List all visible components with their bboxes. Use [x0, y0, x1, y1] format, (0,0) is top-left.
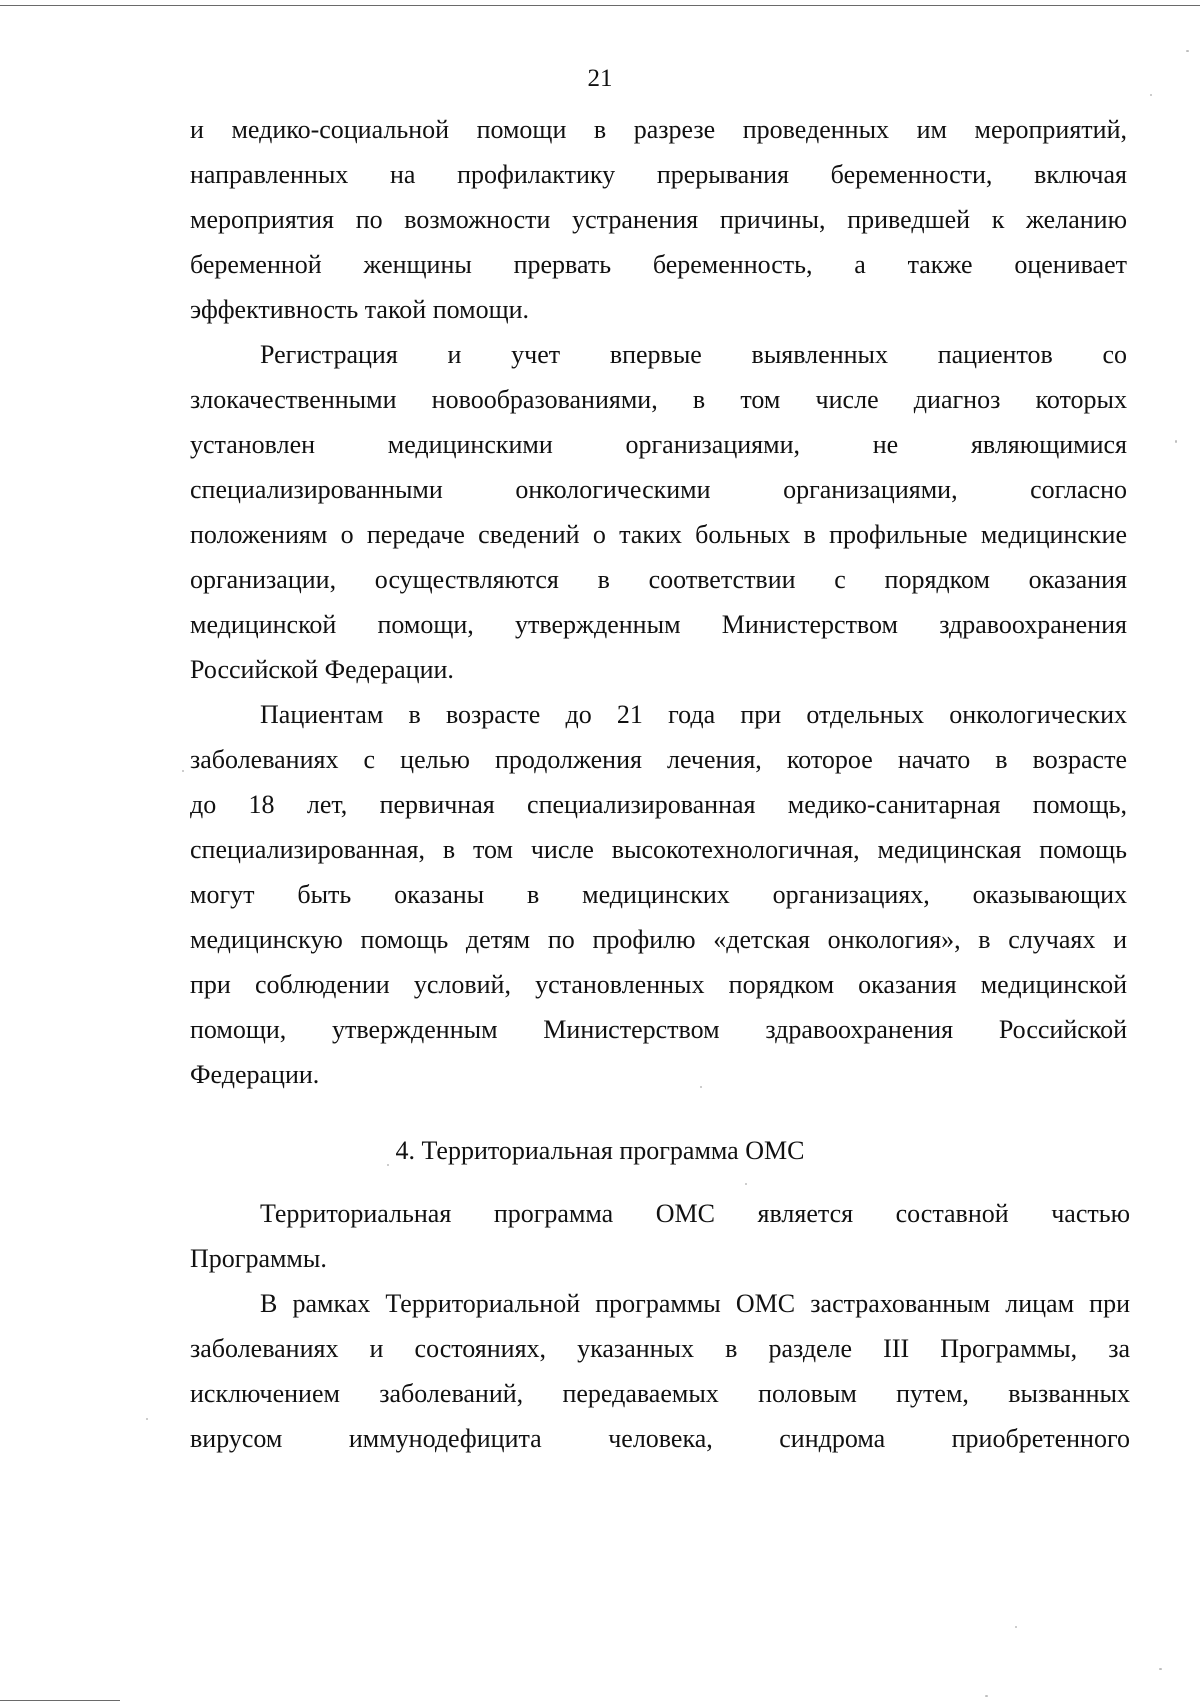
scan-speck — [1159, 1668, 1162, 1670]
text-line: при соблюдении условий, установленных порядком оказания медицинской — [190, 970, 1127, 999]
text-line: Пациентам в возрасте до 21 года при отдельных онкологических — [260, 700, 1127, 729]
page-number: 21 — [587, 65, 613, 92]
text-line: Регистрация и учет впервые выявленных пациентов со — [260, 340, 1127, 369]
text-line: Российской Федерации. — [190, 655, 454, 684]
scan-speck — [745, 1183, 747, 1185]
text-line: Территориальная программа ОМС является составной частью — [260, 1199, 1130, 1228]
text-line: заболеваниях с целью продолжения лечения, которое начато в возрасте — [190, 745, 1127, 774]
text-line: вирусом иммунодефицита человека, синдрома приобретенного — [190, 1424, 1130, 1453]
text-line: беременной женщины прервать беременность, а также оценивает — [190, 250, 1127, 279]
scan-speck — [1150, 94, 1152, 96]
page-top-edge-rule — [0, 5, 1200, 6]
text-line: могут быть оказаны в медицинских организациях, оказывающих — [190, 880, 1127, 909]
text-line: Федерации. — [190, 1060, 320, 1089]
text-line: специализированная, в том числе высокотехнологичная, медицинская помощь — [190, 835, 1127, 864]
text-line: направленных на профилактику прерывания беременности, включая — [190, 160, 1127, 189]
text-line: положениям о передаче сведений о таких больных в профильные медицинские — [190, 520, 1127, 549]
page-bottom-edge-rule — [0, 1700, 120, 1701]
text-line: мероприятия по возможности устранения причины, приведшей к желанию — [190, 205, 1127, 234]
text-line: помощи, утвержденным Министерством здравоохранения Российской — [190, 1015, 1127, 1044]
text-line: медицинской помощи, утвержденным Министерством здравоохранения — [190, 610, 1127, 639]
scan-speck — [1015, 1626, 1017, 1628]
text-line: специализированными онкологическими организациями, согласно — [190, 475, 1127, 504]
text-line: злокачественными новообразованиями, в том числе диагноз которых — [190, 385, 1127, 414]
text-line: В рамках Территориальной программы ОМС застрахованным лицам при — [260, 1289, 1130, 1318]
text-line: установлен медицинскими организациями, не являющимися — [190, 430, 1127, 459]
scan-speck — [985, 1695, 988, 1697]
scan-speck — [1186, 50, 1189, 52]
text-line: до 18 лет, первичная специализированная медико-санитарная помощь, — [190, 790, 1127, 819]
section-heading: 4. Территориальная программа ОМС — [395, 1136, 805, 1165]
scan-speck — [146, 1418, 148, 1420]
text-line: организации, осуществляются в соответствии с порядком оказания — [190, 565, 1127, 594]
scan-speck — [700, 1086, 702, 1088]
text-line: заболеваниях и состояниях, указанных в разделе III Программы, за — [190, 1334, 1130, 1363]
text-line: эффективность такой помощи. — [190, 295, 530, 324]
scan-speck — [1175, 440, 1177, 443]
text-line: медицинскую помощь детям по профилю «детская онкология», в случаях и — [190, 925, 1127, 954]
scan-speck — [387, 1164, 389, 1166]
scan-speck — [182, 770, 184, 772]
text-line: исключением заболеваний, передаваемых половым путем, вызванных — [190, 1379, 1130, 1408]
text-line: и медико-социальной помощи в разрезе проведенных им мероприятий, — [190, 115, 1127, 144]
text-line: Программы. — [190, 1244, 327, 1273]
